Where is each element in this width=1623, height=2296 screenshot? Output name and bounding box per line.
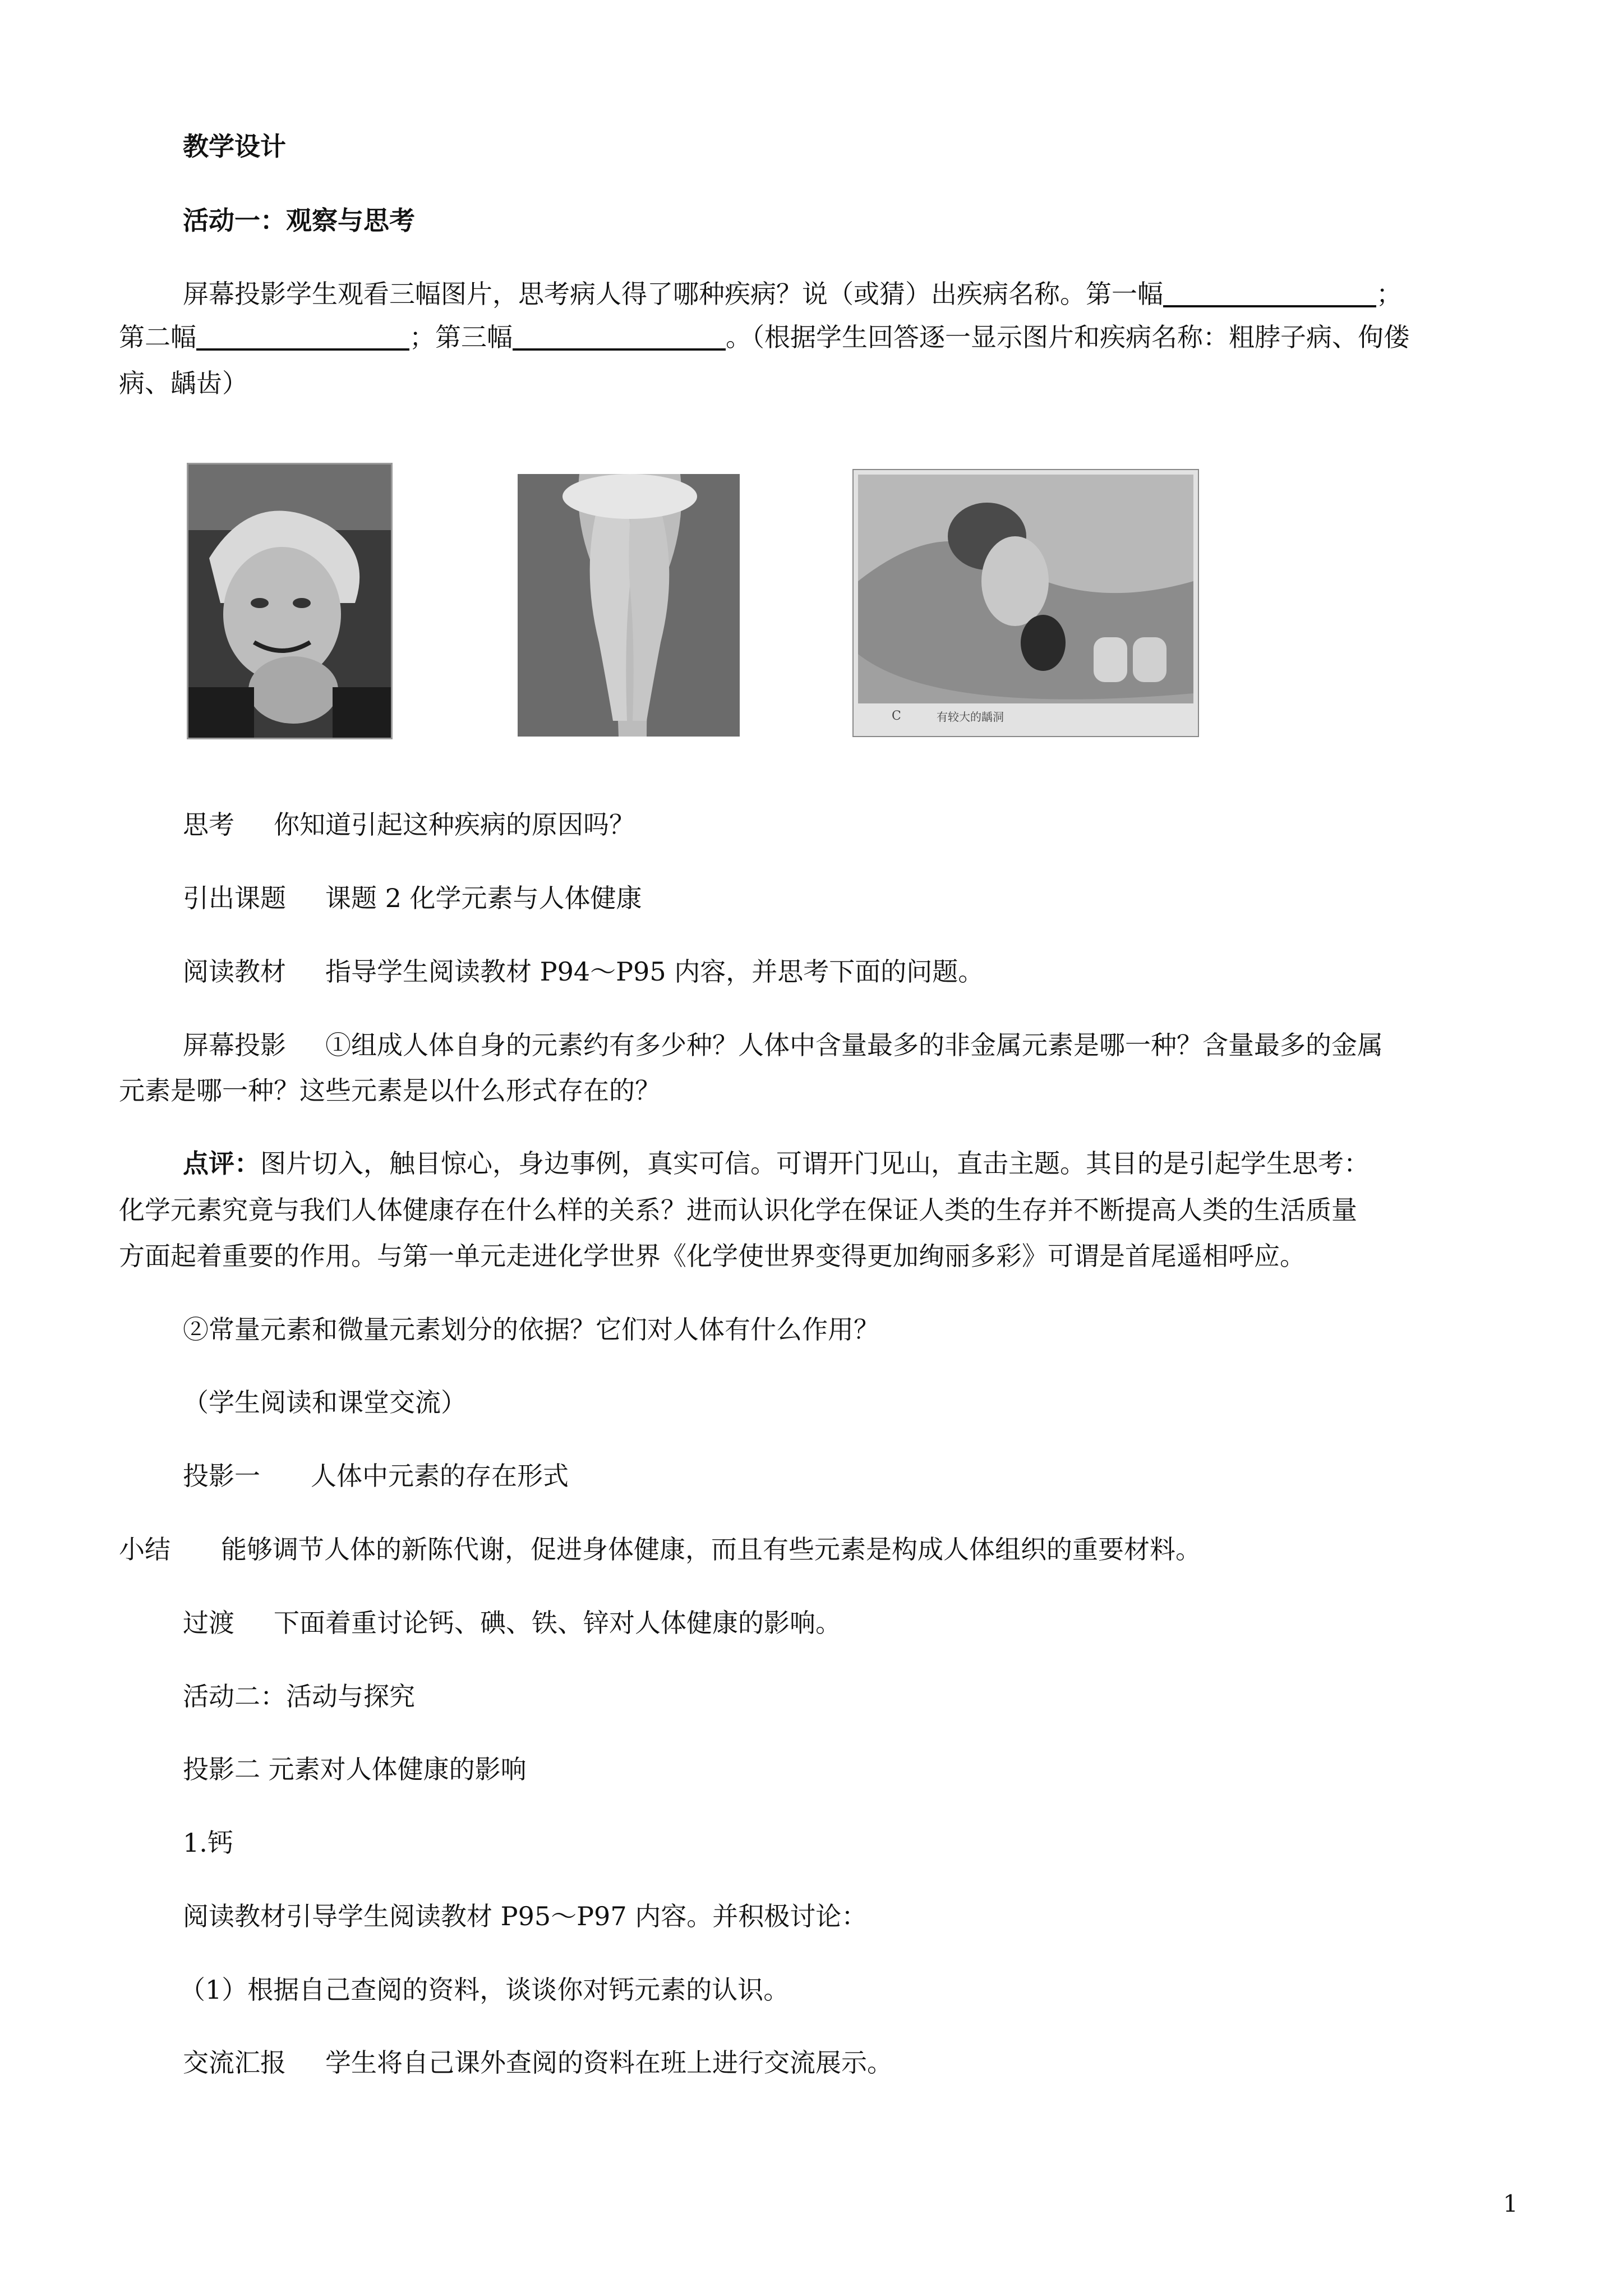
blank-third (513, 348, 726, 351)
comment-line2: 化学元素究竟与我们人体健康存在什么样的关系？进而认识化学在保证人类的生存并不断提高人类的生活质量 (119, 1195, 1357, 1225)
comment-label: 点评： (183, 1148, 260, 1179)
blank-first (1163, 305, 1376, 307)
summary-text: 能够调节人体的新陈代谢，促进身体健康，而且有些元素是构成人体组织的重要材料。 (221, 1534, 1201, 1565)
summary-label: 小结 (119, 1534, 170, 1565)
dental-caries-photo (852, 469, 1199, 737)
think-paragraph (183, 809, 1574, 840)
activity1-line2 (119, 324, 1510, 351)
discussion-1: （1）根据自己查阅的资料，谈谈你对钙元素的认识。 (179, 1975, 790, 2005)
screen-line2: 元素是哪一种？这些元素是以什么形式存在的？ (119, 1075, 661, 1106)
projection2-text: 投影二 元素对人体健康的影响 (183, 1754, 527, 1784)
screen-line1 (183, 1032, 1574, 1058)
transition-paragraph (183, 1610, 1574, 1636)
comment-line3: 方面起着重要的作用。与第一单元走进化学世界《化学使世界变得更加绚丽多彩》可谓是首尾遥相呼应。 (119, 1241, 1306, 1271)
question-2: ②常量元素和微量元素划分的依据？它们对人体有什么作用？ (183, 1314, 879, 1345)
page-number: 1 (1503, 2190, 1518, 2217)
activity1-line3: 病、龋齿） (119, 368, 248, 398)
activity1-title: 活动一：观察与思考 (183, 205, 415, 236)
read-text: 指导学生阅读教材 P94～P95 内容，并思考下面的问题。 (325, 956, 984, 987)
activity1-line2-c: 。（根据学生回答逐一显示图片和疾病名称：粗脖子病、佝偻 (726, 322, 1409, 352)
photo3-caption-letter: C (892, 709, 901, 723)
read2-paragraph: 阅读教材引导学生阅读教材 P95～P97 内容。并积极讨论： (183, 1901, 868, 1931)
topic-paragraph (183, 885, 1574, 911)
activity1-line2-b: ；第三幅 (409, 322, 513, 352)
activity1-line2-a: 第二幅 (119, 322, 196, 352)
item1-calcium: 1.钙 (183, 1828, 233, 1858)
read-label: 阅读教材 (183, 956, 286, 987)
photo3-caption-text: 有较大的龋洞 (937, 710, 1004, 724)
activity2-title: 活动二：活动与探究 (183, 1681, 415, 1711)
comment-line1 (183, 1148, 1574, 1179)
student-read-note: （学生阅读和课堂交流） (183, 1387, 467, 1418)
think-label: 思考 (183, 809, 234, 840)
rickets-legs-photo (518, 474, 740, 737)
blank-second (196, 348, 409, 351)
page-heading: 教学设计 (183, 131, 286, 162)
report-label: 交流汇报 (183, 2047, 286, 2078)
comment-text-1: 图片切入，触目惊心，身边事例，真实可信。可谓开门见山，直击主题。其目的是引起学生思考： (260, 1148, 1370, 1179)
summary-paragraph (119, 1534, 1510, 1565)
read-paragraph (183, 956, 1574, 987)
report-paragraph (183, 2047, 1574, 2078)
projection1-text: 人体中元素的存在形式 (311, 1461, 569, 1491)
think-text: 你知道引起这种疾病的原因吗？ (274, 809, 635, 840)
projection1-paragraph (183, 1463, 1574, 1489)
transition-text: 下面着重讨论钙、碘、铁、锌对人体健康的影响。 (274, 1608, 841, 1638)
screen-label: 屏幕投影 (183, 1030, 286, 1060)
projection1-label: 投影一 (183, 1461, 260, 1491)
goiter-patient-photo (187, 463, 393, 739)
screen-text-1: ①组成人体自身的元素约有多少种？人体中含量最多的非金属元素是哪一种？含量最多的金属 (325, 1030, 1383, 1060)
transition-label: 过渡 (183, 1608, 234, 1638)
activity1-line1 (183, 281, 1574, 307)
topic-text: 课题 2 化学元素与人体健康 (325, 883, 642, 913)
report-text: 学生将自己课外查阅的资料在班上进行交流展示。 (325, 2047, 893, 2078)
activity1-line1-text: 屏幕投影学生观看三幅图片，思考病人得了哪种疾病？说（或猜）出疾病名称。第一幅 (183, 279, 1163, 309)
activity1-line1-end: ； (1376, 279, 1402, 309)
topic-label: 引出课题 (183, 883, 286, 913)
